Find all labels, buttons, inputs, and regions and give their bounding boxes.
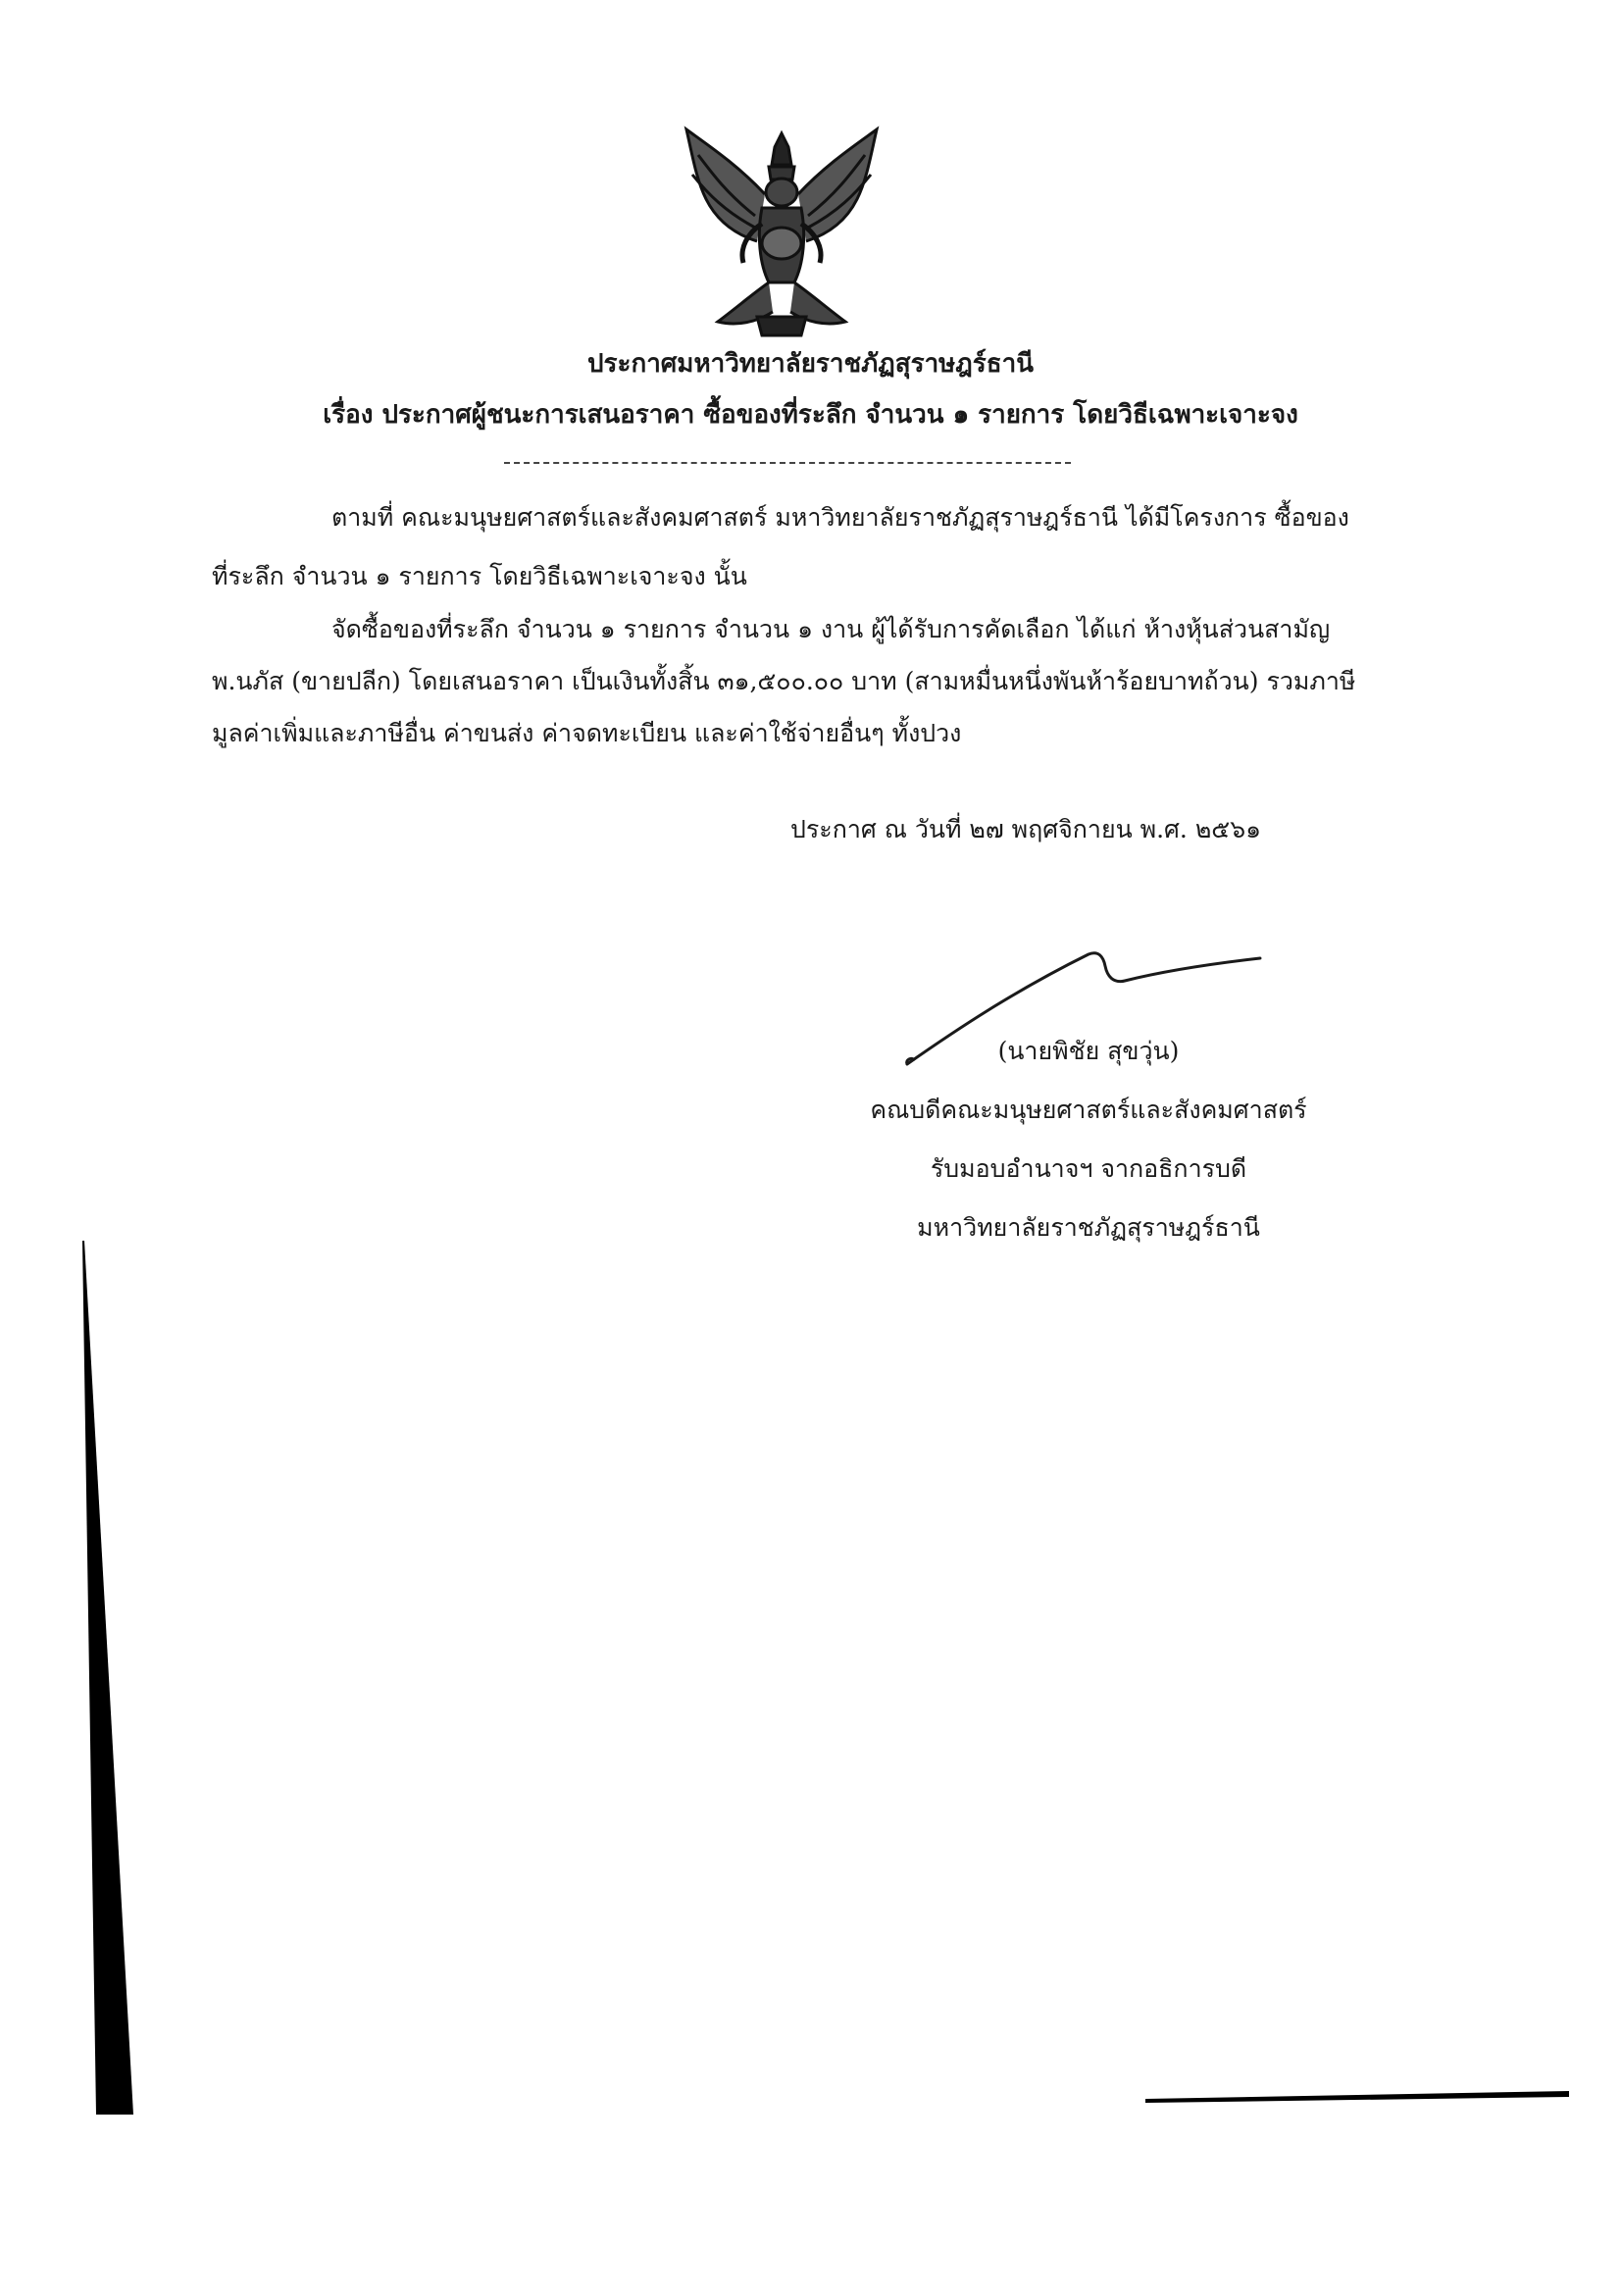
paragraph-1-line-2: ที่ระลึก จำนวน ๑ รายการ โดยวิธีเฉพาะเจาะจง นั้น — [212, 562, 747, 590]
announcement-date: ประกาศ ณ วันที่ ๒๗ พฤศจิกายน พ.ศ. ๒๕๖๑ — [790, 815, 1261, 843]
announcement-subject: เรื่อง ประกาศผู้ชนะการเสนอราคา ซื้อของที่ระลึก จำนวน ๑ รายการ โดยวิธีเฉพาะเจาะจง — [323, 400, 1298, 430]
paragraph-2-line-1: จัดซื้อของที่ระลึก จำนวน ๑ รายการ จำนวน ๑ งาน ผู้ได้รับการคัดเลือก ได้แก่ ห้างหุ้นส่วนสามัญ — [331, 615, 1331, 643]
signatory-institution: มหาวิทยาลัยราชภัฏสุราษฎร์ธานี — [917, 1213, 1260, 1242]
signatory-authority: รับมอบอำนาจฯ จากอธิการบดี — [930, 1154, 1247, 1183]
paragraph-2-line-3: มูลค่าเพิ่มและภาษีอื่น ค่าขนส่ง ค่าจดทะเบียน และค่าใช้จ่ายอื่นๆ ทั้งปวง — [212, 719, 962, 747]
signatory-position: คณบดีคณะมนุษยศาสตร์และสังคมศาสตร์ — [870, 1096, 1307, 1124]
paragraph-1-line-1: ตามที่ คณะมนุษยศาสตร์และสังคมศาสตร์ มหาวิทยาลัยราชภัฏสุราษฎร์ธานี ได้มีโครงการ ซื้อของ — [331, 503, 1349, 532]
announcement-heading: ประกาศมหาวิทยาลัยราชภัฏสุราษฎร์ธานี — [587, 349, 1034, 379]
signatory-name: (นายพิชัย สุขวุ่น) — [997, 1037, 1180, 1065]
paragraph-2-line-2: พ.นภัส (ขายปลีก) โดยเสนอราคา เป็นเงินทั้งสิ้น ๓๑,๕๐๐.๐๐ บาท (สามหมื่นหนึ่งพันห้าร้อยบาทถ้วน) รวมภาษี — [212, 667, 1356, 695]
